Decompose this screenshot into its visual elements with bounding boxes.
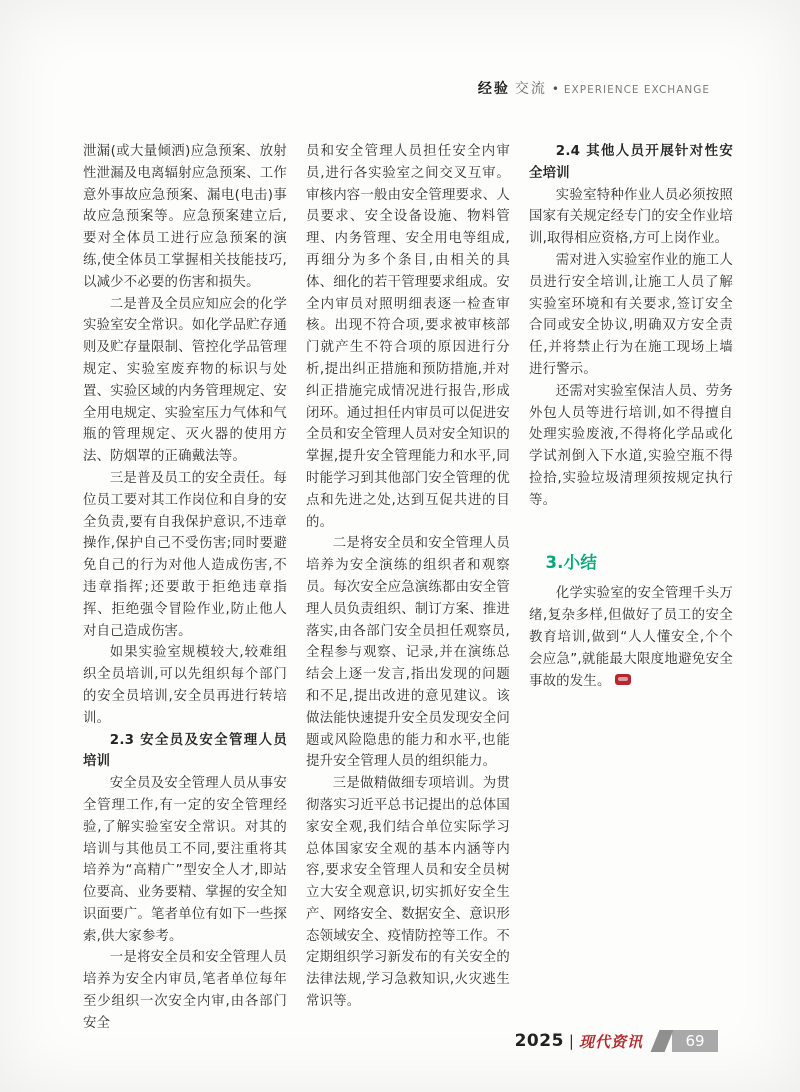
header-section-title-en: EXPERIENCE EXCHANGE (563, 84, 710, 96)
body-paragraph: 员和安全管理人员担任安全内审员,进行各实验室之间交叉互审。审核内容一般由安全管理要求、人员要求、安全设备设施、物料管理、内务管理、安全用电等组成,再细分为多个条目,由相关的具体、细化的若干管理要求组成。安全内审员对照明细表逐一检查审核。出现不符合项,要求被审核部门就产生不符合项的原因进行分析,提出纠正措施和预防措施,并对纠正措施完成情况进行报告,形成闭环。通过担任内审员可以促进安全员和安全管理人员对安全知识的掌握,提升安全管理能力和水平,同时能学习到其他部门安全管理的优点和先进之处,达到互促共进的目的。 (306, 144, 510, 530)
body-paragraph: 泄漏(或大量倾洒)应急预案、放射性泄漏及电离辐射应急预案、工作意外事故应急预案、漏电(电击)事故应急预案等。应急预案建立后,要对全体员工进行应急预案的演练,使全体员工掌握相关技能技巧,以减少不必要的伤害和损失。 (83, 144, 287, 290)
subsection-heading: 2.3 安全员及安全管理人员培训 (83, 732, 287, 770)
footer-divider: | (568, 1032, 574, 1050)
header-section-title-cn-bold: 经验 (477, 81, 510, 97)
footer-year: 2025 (514, 1031, 564, 1051)
body-paragraph: 需对进入实验室作业的施工人员进行安全培训,让施工人员了解实验室环境和有关要求,签订安全合同或安全协议,明确双方安全责任,并将禁止行为在施工现场上墙进行警示。 (529, 252, 733, 377)
body-paragraph: 二是普及全员应知应会的化学实验室安全常识。如化学品贮存通则及贮存量限制、管控化学品管理规定、实验室废弃物的标识与处置、实验区域的内务管理规定、安全用电规定、实验室压力气体和气瓶的管理规定、灭火器的使用方法、防烟罩的正确戴法等。 (83, 296, 287, 465)
text-column-1 (83, 141, 287, 1035)
journal-name: 现代资讯 (578, 1032, 643, 1051)
page-footer (515, 1030, 718, 1052)
article-end-mark-icon (615, 674, 631, 685)
body-paragraph: 一是将安全员和安全管理人员培养为安全内审员,笔者单位每年至少组织一次安全内审,由各部门安全 (83, 950, 287, 1031)
header-separator-dot: • (551, 82, 559, 96)
text-column-3 (529, 141, 733, 1035)
article-body (83, 141, 733, 1035)
body-paragraph: 安全员及安全管理人员从事安全管理工作,有一定的安全管理经验,了解实验室安全常识。对其的培训与其他员工不同,要注重将其培养为“高精广”型安全人才,即站位要高、业务要精、掌握的安全知识面要广。笔者单位有如下一些探索,供大家参考。 (83, 776, 287, 944)
page-number: 69 (672, 1030, 718, 1052)
body-paragraph: 二是将安全员和安全管理人员培养为安全演练的组织者和观察员。每次安全应急演练都由安全管理人员负责组织、制订方案、推进落实,由各部门安全员担任观察员,全程参与观察、记录,并在演练总结会上逐一发言,指出发现的问题和不足,提出改进的意见建议。该做法能快速提升安全员发现安全问题或风险隐患的能力和水平,也能提升安全管理人员的组织能力。 (306, 536, 510, 770)
header-section-title-cn-light: 交流 (514, 81, 547, 97)
body-paragraph: 还需对实验室保洁人员、劳务外包人员等进行培训,如不得擅自处理实验废液,不得将化学品或化学试剂倒入下水道,实验空瓶不得捡拾,实验垃圾清理须按规定执行等。 (529, 383, 733, 508)
page-number-badge (655, 1030, 718, 1052)
body-paragraph: 化学实验室的安全管理千头万绪,复杂多样,但做好了员工的安全教育培训,做到“人人懂安全,个个会应急”,就能最大限度地避免安全事故的发生。 (529, 586, 733, 689)
body-paragraph: 三是做精做细专项培训。为贯彻落实习近平总书记提出的总体国家安全观,我们结合单位实际学习总体国家安全观的基本内涵等内容,要求安全管理人员和安全员树立大安全观意识,切实抓好安全生产、网络安全、数据安全、意识形态领域安全、疫情防控等工作。不定期组织学习新发布的有关安全的法律法规,学习急救知识,火灾逃生常识等。 (306, 776, 510, 1010)
text-column-2 (306, 141, 510, 1035)
page-header (478, 78, 710, 98)
subsection-heading: 2.4 其他人员开展针对性安全培训 (529, 144, 733, 181)
body-paragraph: 实验室特种作业人员必须按照国家有关规定经专门的安全作业培训,取得相应资格,方可上岗作业。 (529, 187, 733, 247)
section-heading: 3.小结 (545, 552, 598, 572)
body-paragraph: 三是普及员工的安全责任。每位员工要对其工作岗位和自身的安全负责,要有自我保护意识,不违章操作,保护自己不受伤害;同时要避免自己的行为对他人造成伤害,不违章指挥;还要敢于拒绝违章指挥、拒绝强令冒险作业,防止他人对自己造成伤害。 (83, 470, 287, 639)
page-number-slash-decoration (651, 1030, 674, 1052)
body-paragraph: 如果实验室规模较大,较难组织全员培训,可以先组织每个部门的安全员培训,安全员再进行转培训。 (83, 645, 287, 726)
